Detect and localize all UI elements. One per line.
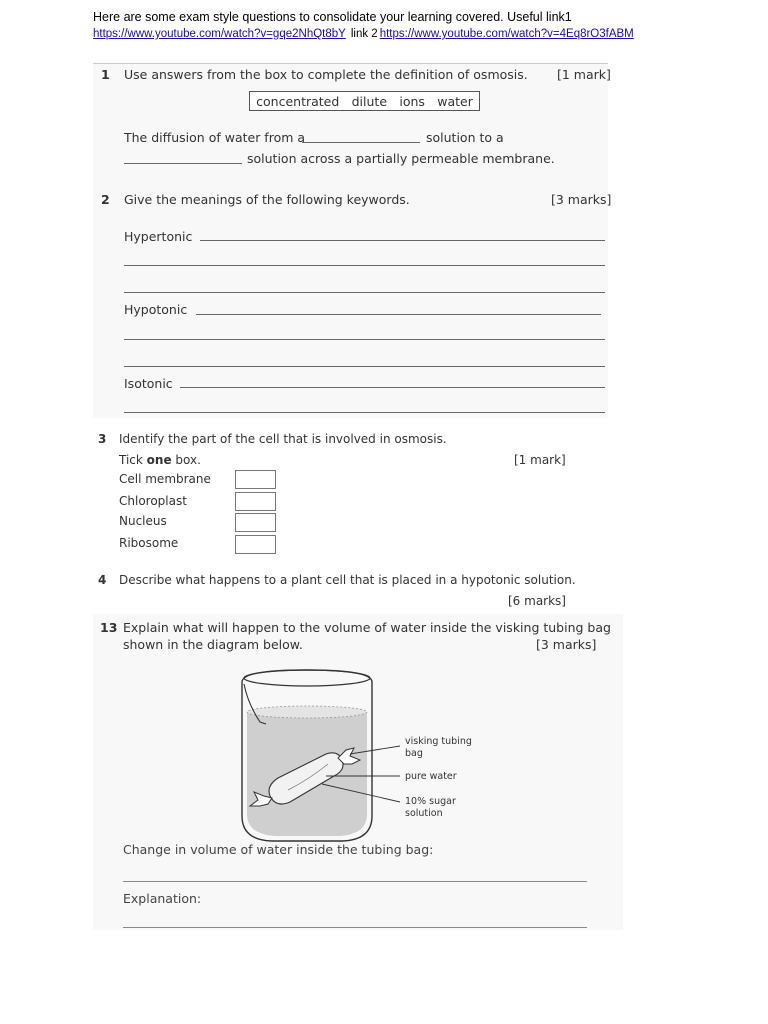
q13-change-answer-line[interactable] [123,881,587,882]
intro-links [93,25,634,42]
tick-box-chloroplast[interactable] [235,492,276,511]
q13-number: 13 [100,620,118,635]
intro-text: Here are some exam style questions to consolidate your learning covered. Useful link1 [93,10,572,24]
q2-prompt: Give the meanings of the following keywords. [124,192,410,207]
option-ribosome: Ribosome [119,536,179,550]
hypertonic-answer-line-2[interactable] [124,265,605,266]
option-nucleus: Nucleus [119,514,167,528]
tick-pre: Tick [119,453,147,467]
q2-term-isotonic: Isotonic [124,376,173,391]
q13-prompt-line-1: Explain what will happen to the volume of water inside the visking tubing bag [123,620,611,635]
panel-top-rule [93,63,608,64]
q3-prompt: Identify the part of the cell that is involved in osmosis. [119,432,447,446]
q2-number: 2 [101,192,110,207]
q4-marks: [6 marks] [508,594,566,608]
label-pure-water: pure water [405,771,457,782]
label-bag-line-1: visking tubing [405,736,472,747]
hypotonic-answer-line-2[interactable] [124,339,605,340]
q3-number: 3 [98,432,107,446]
q1-blank-2[interactable] [124,163,242,164]
q3-tick-instruction [119,453,201,467]
beaker-rim [244,670,370,686]
q1-sentence-b: solution to a [426,130,504,145]
hypotonic-answer-line-3[interactable] [124,366,605,367]
label-bag-line-2: bag [405,748,423,759]
q2-term-hypertonic: Hypertonic [124,229,193,244]
q13-explanation-answer-line[interactable] [123,927,587,928]
q13-prompt-line-2: shown in the diagram below. [123,637,303,652]
option-cell-membrane: Cell membrane [119,472,211,486]
option-chloroplast: Chloroplast [119,494,187,508]
hypotonic-answer-line-1[interactable] [196,314,601,315]
isotonic-answer-line-1[interactable] [180,387,605,388]
word-dilute: dilute [351,93,388,109]
label-visking-tubing-bag [405,736,472,760]
isotonic-answer-line-2[interactable] [124,412,605,413]
video-link-1[interactable]: https://www.youtube.com/watch?v=gqe2NhQt8bY [93,28,346,40]
q4-number: 4 [98,573,107,587]
tick-box-nucleus[interactable] [235,513,276,532]
q1-prompt: Use answers from the box to complete the definition of osmosis. [124,67,528,82]
q2-marks: [3 marks] [551,192,612,207]
label-sugar-line-2: solution [405,808,443,819]
link-2-label: link 2 [350,28,378,40]
tick-box-cell-membrane[interactable] [235,470,276,489]
liquid-surface [247,706,367,718]
q1-marks: [1 mark] [557,67,611,82]
word-box [249,91,480,111]
hypertonic-answer-line-3[interactable] [124,292,605,293]
tick-post: box. [171,453,201,467]
q1-blank-1[interactable] [302,142,420,143]
q13-explanation-label: Explanation: [123,891,202,906]
q13-change-label: Change in volume of water inside the tubing bag: [123,842,434,857]
video-link-2[interactable]: https://www.youtube.com/watch?v=4Eq8rO3fABM [379,28,634,40]
label-sugar-solution [405,796,456,820]
q4-prompt: Describe what happens to a plant cell that is placed in a hypotonic solution. [119,573,576,587]
hypertonic-answer-line-1[interactable] [200,240,605,241]
q1-sentence-a: The diffusion of water from a [124,130,306,145]
q1-sentence-c: solution across a partially permeable membrane. [247,151,555,166]
q1-number: 1 [101,67,110,82]
tick-one: one [146,453,172,467]
tick-box-ribosome[interactable] [235,535,276,554]
label-sugar-line-1: 10% sugar [405,796,456,807]
word-concentrated: concentrated [256,93,340,109]
q3-marks: [1 mark] [514,453,566,467]
word-ions: ions [399,93,425,109]
word-water: water [437,93,473,109]
q2-term-hypotonic: Hypotonic [124,302,188,317]
q13-marks: [3 marks] [536,637,597,652]
intro-header [93,9,634,42]
